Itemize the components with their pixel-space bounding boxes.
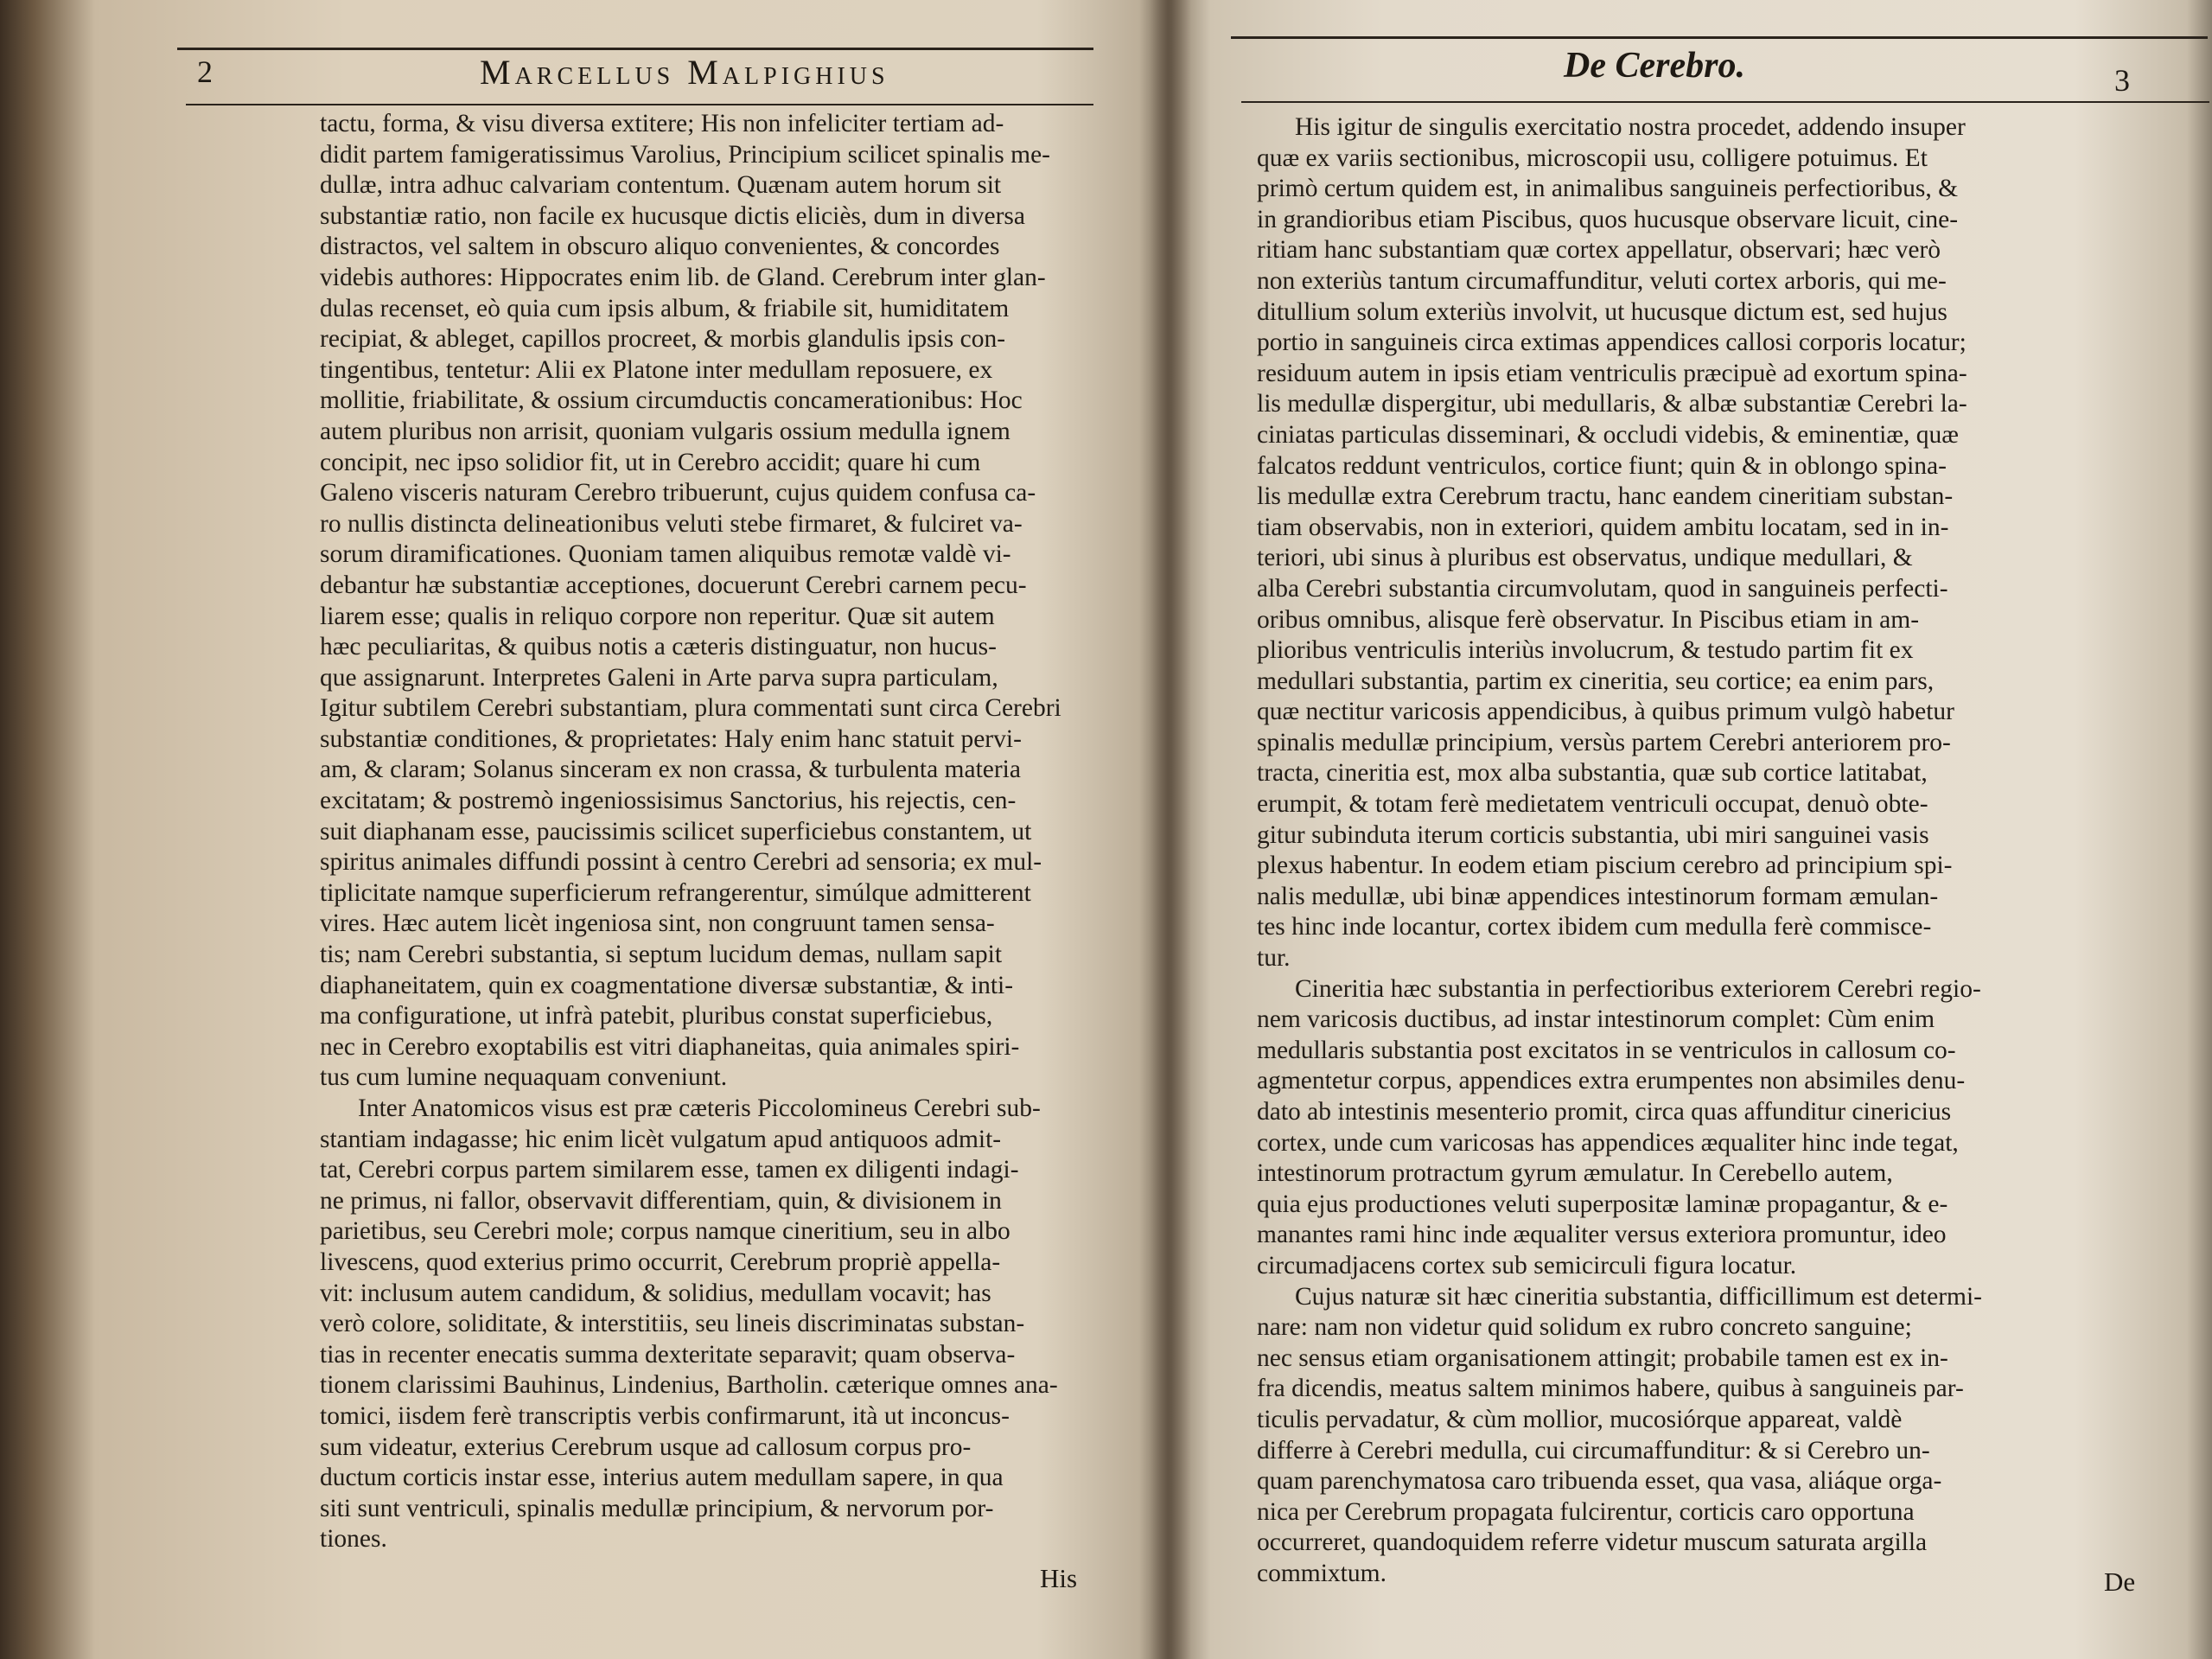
text-line: spinalis medullæ principium, versùs partem Cerebri anteriorem pro- (1257, 728, 1951, 756)
text-line: dato ab intestinis mesenterio promit, circa quas affunditur cinericius (1257, 1098, 1952, 1126)
text-line: Inter Anatomicos visus est præ cæteris Piccolomineus Cerebri sub- (358, 1094, 1041, 1122)
text-line: siti sunt ventriculi, spinalis medullæ principium, & nervorum por- (320, 1494, 994, 1522)
text-line: tiones. (320, 1525, 387, 1554)
text-line: quæ ex variis sectionibus, microscopii usu, colligere potuimus. Et (1257, 144, 1928, 172)
text-line: parietibus, seu Cerebri mole; corpus namque cineritium, seu in albo (320, 1217, 1010, 1246)
text-line: circumadjacens cortex sub semicirculi figura locatur. (1257, 1251, 1797, 1279)
text-line: manantes rami hinc inde æqualiter versus exteriora promuntur, ideo (1257, 1221, 1947, 1249)
text-line: nem varicosis ductibus, ad instar intestinorum complet: Cùm enim (1257, 1005, 1935, 1034)
left-catchword: His (1040, 1563, 1078, 1593)
text-line: distractos, vel saltem in obscuro aliquo convenientes, & concordes (320, 233, 1000, 261)
text-line: medullaris substantia post excitatos in se ventriculos in callosum co- (1257, 1036, 1956, 1064)
text-line: autem pluribus non arrisit, quoniam vulgaris ossium medulla ignem (320, 417, 1010, 445)
text-line: tingentibus, tentetur: Alii ex Platone inter medullam reposuere, ex (320, 355, 993, 384)
text-line: portio in sanguineis circa extimas appendices callosi corporis locatur; (1257, 329, 1967, 357)
text-line: stantiam indagasse; hic enim licèt vulgatum apud antiquoos admit- (320, 1125, 1002, 1153)
text-line: mollitie, friabilitate, & ossium circumductis concamerationibus: Hoc (320, 386, 1023, 415)
text-line: alba Cerebri substantia circumvolutam, quod in sanguineis perfecti- (1257, 574, 1948, 603)
left-header-top-rule (177, 48, 1093, 50)
text-line: ductum corticis instar esse, interius autem medullam sapere, in qua (320, 1464, 1004, 1492)
text-line: lis medullæ dispergitur, ubi medullaris, & albæ substantiæ Cerebri la- (1257, 390, 1967, 418)
text-line: tus cum lumine nequaquam conveniunt. (320, 1063, 728, 1092)
right-header-top-rule (1231, 36, 2208, 39)
text-line: differre à Cerebri medulla, cui circumaffunditur: & si Cerebro un- (1257, 1436, 1930, 1464)
text-line: am, & claram; Solanus sinceram ex non crassa, & turbulenta materia (320, 756, 1021, 784)
text-line: tactu, forma, & visu diversa extitere; His non infeliciter tertiam ad- (320, 110, 1004, 137)
text-line: falcatos reddunt ventriculos, cortice fiunt; quin & in oblongo spina- (1257, 451, 1947, 480)
text-line: intestinorum protractum gyrum æmulatur. In Cerebello autem, (1257, 1159, 1893, 1188)
text-line: teriori, ubi sinus à pluribus est observatus, undique medullari, & (1257, 544, 1913, 572)
text-line: tiam observabis, non in exteriori, quidem ambitu locatam, sed in in- (1257, 513, 1949, 541)
text-line: nalis medullæ, ubi binæ appendices intestinorum formam æmulan- (1257, 882, 1939, 910)
text-line: tur. (1257, 944, 1291, 973)
left-folio: 2 (197, 54, 213, 89)
right-running-title: De Cerebro. (1564, 46, 1745, 86)
text-line: substantiæ conditiones, & proprietates: Haly enim hanc statuit pervi- (320, 724, 1022, 753)
text-line: didit partem famigeratissimus Varolius, Principium scilicet spinalis me- (320, 140, 1050, 169)
right-folio: 3 (2114, 63, 2130, 98)
text-line: Galeno visceris naturam Cerebro tribuerunt, cujus quidem confusa ca- (320, 479, 1036, 507)
text-line: quam parenchymatosa caro tribuenda esset, qua vasa, aliáque orga- (1257, 1467, 1942, 1496)
text-line: verò colore, soliditate, & interstitiis, seu lineis discriminatas substan- (320, 1310, 1025, 1338)
text-line: recipiat, & ableget, capillos procreet, & morbis glandulis ipsis con- (320, 325, 1006, 354)
text-line: quæ nectitur varicosis appendicibus, à quibus primum vulgò habetur (1257, 698, 1955, 726)
text-line: nare: nam non videtur quid solidum ex rubro concreto sanguine; (1257, 1313, 1912, 1342)
right-body-text (1257, 112, 2199, 1590)
text-line: sum videatur, exterius Cerebrum usque ad callosum corpus pro- (320, 1432, 972, 1461)
text-line: in grandioribus etiam Piscibus, quos hucusque observare licuit, cine- (1257, 205, 1959, 233)
text-line: nec sensus etiam organisationem attingit; probabile tamen est ex in- (1257, 1343, 1948, 1372)
text-line: erumpit, & totam ferè medietatem ventriculi occupat, denuò obte- (1257, 790, 1928, 819)
text-line: agmentetur corpus, appendices extra erumpentes non absimiles denu- (1257, 1067, 1966, 1095)
text-line: livescens, quod exterius primo occurrit, Cerebrum propriè appella- (320, 1247, 1001, 1276)
text-line: residuum autem in ipsis etiam ventriculis præcipuè ad exortum spina- (1257, 359, 1967, 387)
text-line: tis; nam Cerebri substantia, si septum lucidum demas, nullam sapit (320, 941, 1003, 969)
text-line: suit diaphanam esse, paucissimis scilicet superficiebus constantem, ut (320, 817, 1032, 845)
text-line: nica per Cerebrum propagata fulcirentur, corticis caro opportuna (1257, 1497, 1915, 1526)
text-line: vit: inclusum autem candidum, & solidius, medullam vocavit; has (320, 1279, 991, 1307)
text-line: que assignarunt. Interpretes Galeni in Arte parva supra particulam, (320, 663, 998, 692)
text-line: tomici, iisdem ferè transcriptis verbis confirmarunt, ità ut inconcus- (320, 1401, 1010, 1430)
text-line: tracta, cineritia est, mox alba substantia, quæ sub cortice latitabat, (1257, 759, 1928, 788)
text-line: vires. Hæc autem licèt ingeniosa sint, non congruunt tamen sensa- (320, 909, 995, 938)
text-line: videbis authores: Hippocrates enim lib. de Gland. Cerebrum inter glan- (320, 263, 1046, 291)
text-line: ditullium solum exteriùs involvit, ut hucusque dictum est, sed hujus (1257, 297, 1947, 326)
text-line: spiritus animales diffundi possint à centro Cerebri ad sensoria; ex mul- (320, 848, 1042, 877)
left-header-rule (186, 104, 1093, 105)
text-line: ritiam hanc substantiam quæ cortex appellatur, observari; hæc verò (1257, 236, 1941, 265)
left-running-title: Marcellus Malpighius (480, 53, 889, 92)
text-line: fra dicendis, meatus saltem minimos habere, quibus à sanguineis par- (1257, 1375, 1964, 1403)
text-line: tias in recenter enecatis summa dexteritate separavit; quam observa- (320, 1340, 1016, 1369)
text-line: ne primus, ni fallor, observavit differentiam, quin, & divisionem in (320, 1186, 1002, 1215)
text-line: liarem esse; qualis in reliquo corpore non reperitur. Quæ sit autem (320, 602, 995, 630)
right-catchword: De (2104, 1566, 2136, 1597)
right-page (1170, 0, 2212, 1659)
text-line: Cineritia hæc substantia in perfectioribus exteriorem Cerebri regio- (1295, 974, 1981, 1003)
text-line: lis medullæ extra Cerebrum tractu, hanc eandem cineritiam substan- (1257, 482, 1954, 511)
text-line: oribus omnibus, alisque ferè observatur. In Piscibus etiam in am- (1257, 605, 1920, 634)
text-line: dulas recenset, eò quia cum ipsis album, & friabile sit, humiditatem (320, 294, 1010, 322)
text-line: tat, Cerebri corpus partem similarem esse, tamen ex diligenti indagi- (320, 1156, 1019, 1184)
text-line: ticulis pervadatur, & cùm mollior, mucosiórque appareat, valdè (1257, 1405, 1903, 1433)
text-line: ro nullis distincta delineationibus veluti stebe firmaret, & fulciret va- (320, 509, 1023, 538)
text-line: primò certum quidem est, in animalibus sanguineis perfectioribus, & (1257, 175, 1959, 203)
text-line: nec in Cerebro exoptabilis est vitri diaphaneitas, quia animales spiri- (320, 1032, 1020, 1061)
text-line: dullæ, intra adhuc calvariam contentum. Quænam autem horum sit (320, 171, 1002, 200)
text-line: His igitur de singulis exercitatio nostra procedet, addendo insuper (1295, 113, 1966, 141)
text-line: Cujus naturæ sit hæc cineritia substantia, difficillimum est determi- (1295, 1282, 1983, 1311)
text-line: debantur hæ substantiæ acceptiones, docuerunt Cerebri carnem pecu- (320, 571, 1027, 599)
text-line: medullari substantia, partim ex cineritia, seu cortice; ea enim pars, (1257, 667, 1935, 695)
text-line: gitur subinduta iterum corticis substantia, ubi miri sanguinei vasis (1257, 820, 1929, 849)
text-line: occurreret, quandoquidem referre videtur muscum saturata argilla (1257, 1528, 1928, 1557)
text-line: ciniatas particulas disseminari, & occludi videbis, & eminentiæ, quæ (1257, 420, 1959, 449)
text-line: excitatam; & postremò ingeniossisimus Sanctorius, his rejectis, cen- (320, 787, 1017, 815)
text-line: non exteriùs tantum circumaffunditur, veluti cortex arboris, qui me- (1257, 266, 1947, 295)
text-line: commixtum. (1257, 1559, 1386, 1587)
text-line: diaphaneitatem, quin ex coagmentatione diversæ substantiæ, & inti- (320, 971, 1014, 999)
text-line: ma configuratione, ut infrà patebit, pluribus constat superficiebus, (320, 1002, 993, 1030)
text-line: plexus habentur. In eodem etiam piscium cerebro ad principium spi- (1257, 852, 1953, 880)
text-line: plioribus ventriculis interiùs involucrum, & testudo partim fit ex (1257, 636, 1914, 665)
right-header-rule (1241, 101, 2209, 103)
text-line: Igitur subtilem Cerebri substantiam, plura commentati sunt circa Cerebri (320, 694, 1061, 723)
text-line: quia ejus productiones veluti superpositæ laminæ propagantur, & e- (1257, 1190, 1948, 1218)
text-line: concipit, nec ipso solidior fit, ut in Cerebro accidit; quare hi cum (320, 448, 981, 476)
text-line: tionem clarissimi Bauhinus, Lindenius, Bartholin. cæterique omnes ana- (320, 1371, 1058, 1400)
text-line: sorum diramificationes. Quoniam tamen aliquibus remotæ valdè vi- (320, 540, 1011, 569)
left-body-text (320, 109, 1098, 1555)
text-line: hæc peculiaritas, & quibus notis a cæteris distinguatur, non hucus- (320, 633, 997, 661)
text-line: cortex, unde cum varicosas has appendices æqualiter hinc inde tegat, (1257, 1128, 1959, 1157)
text-line: tes hinc inde locantur, cortex ibidem cum medulla ferè commisce- (1257, 913, 1932, 941)
text-line: substantiæ ratio, non facile ex hucusque dictis eliciès, dum in diversa (320, 201, 1025, 230)
text-line: tiplicitate namque superficierum refrangerentur, simúlque admitterent (320, 878, 1031, 907)
